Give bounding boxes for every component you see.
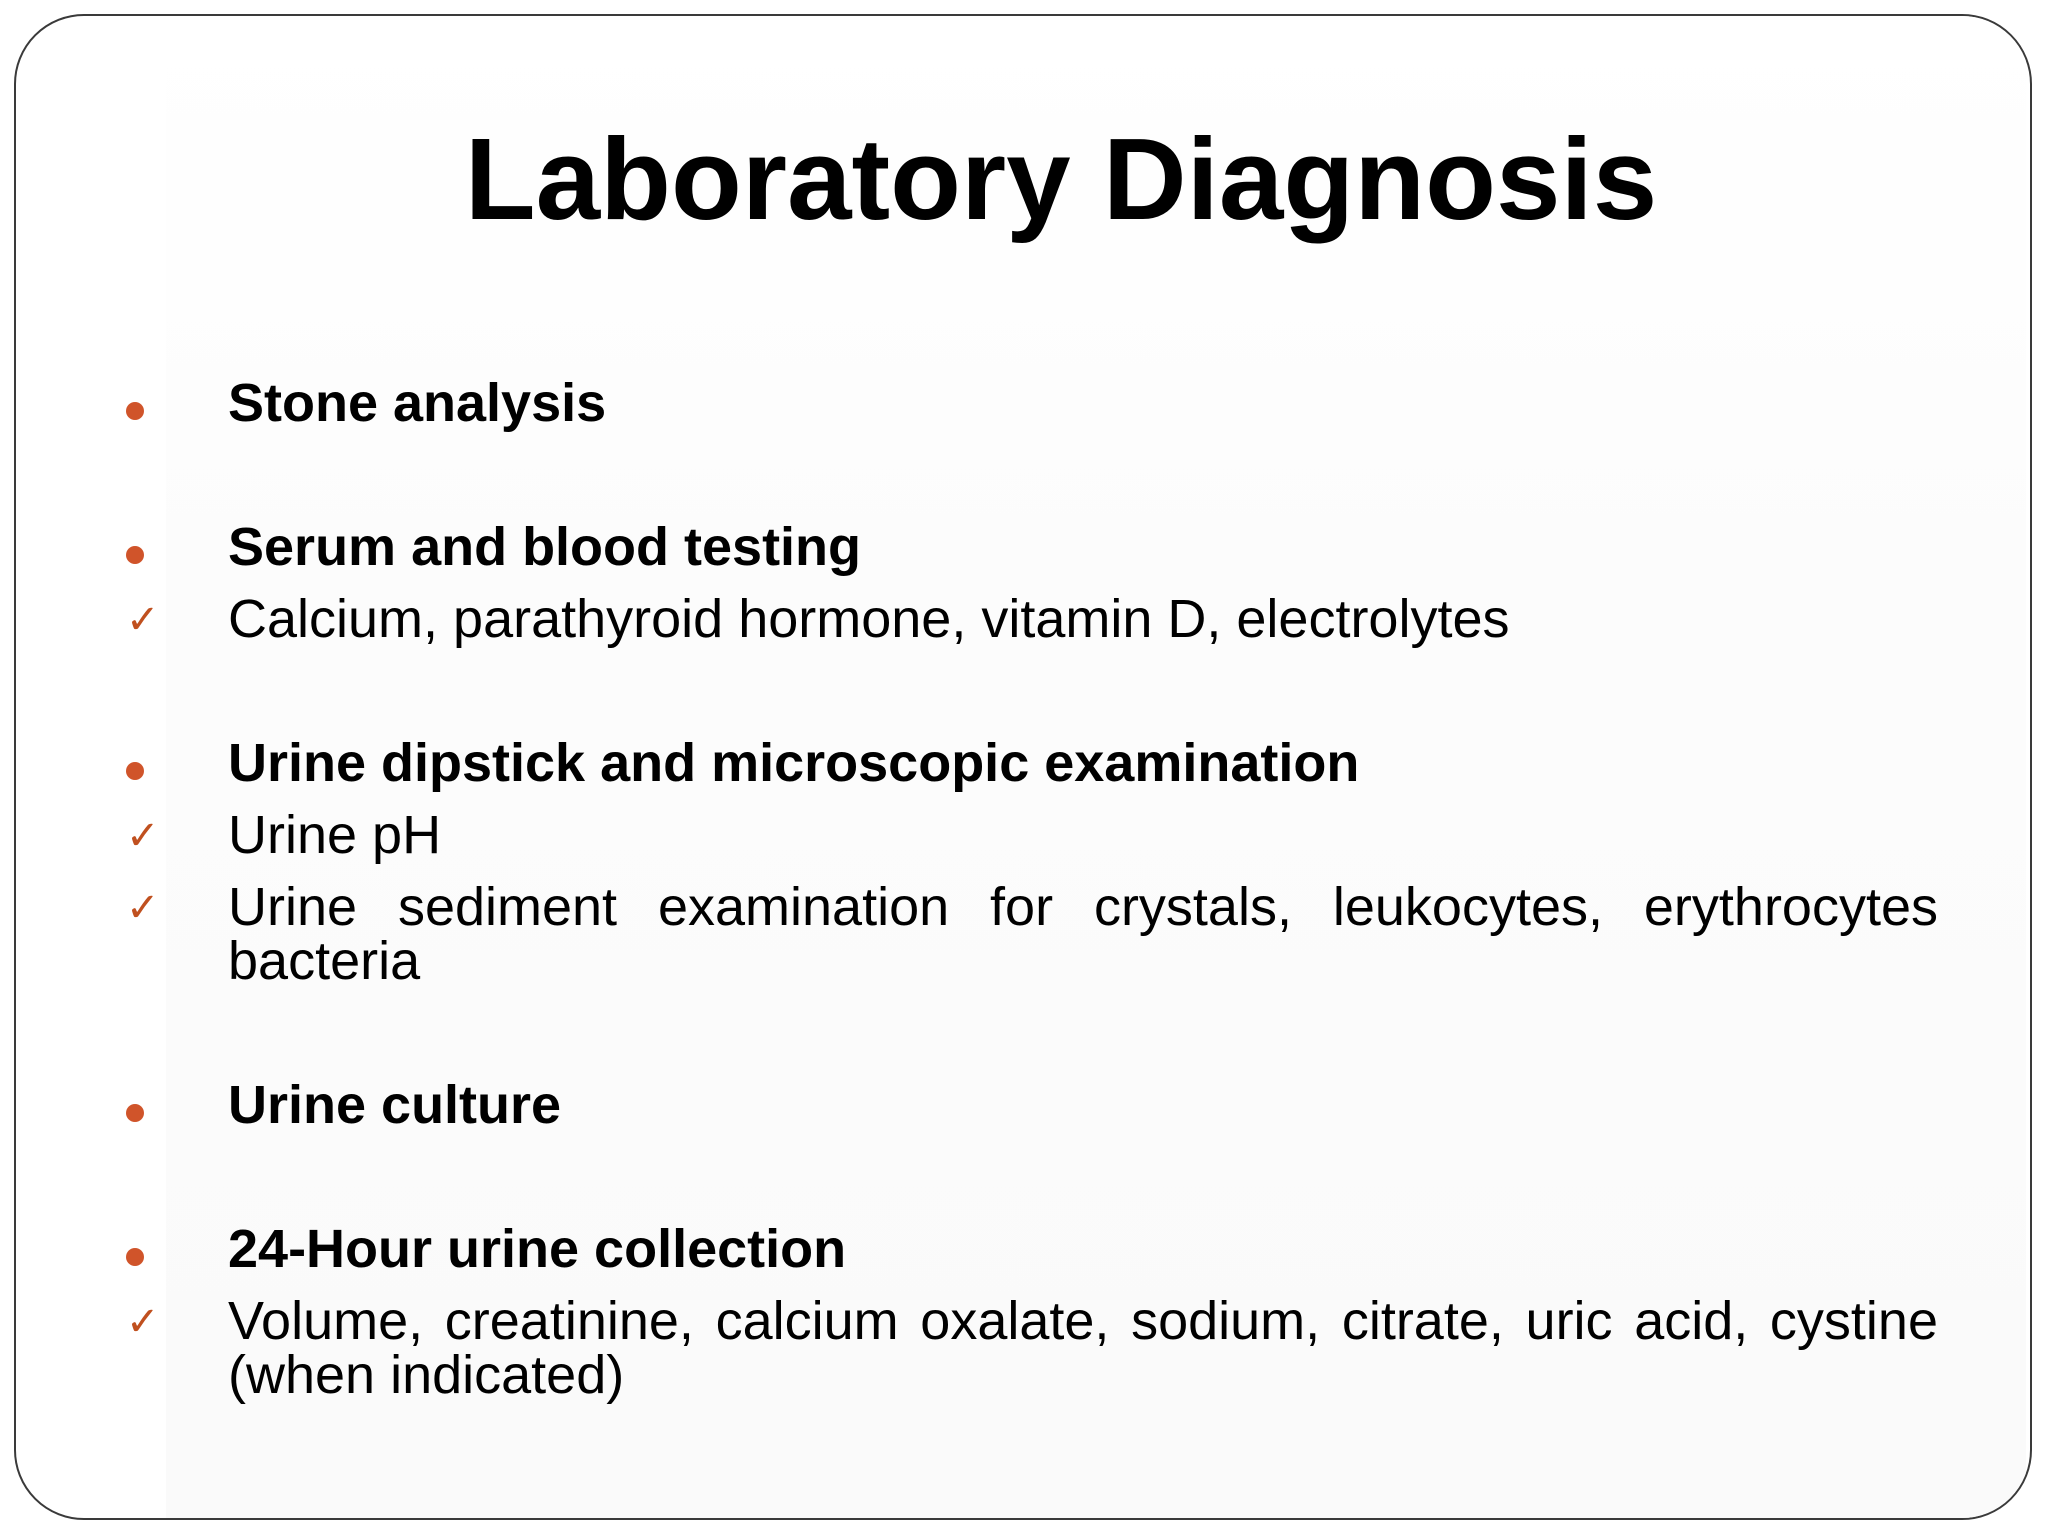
checkmark-icon: ✓: [126, 885, 160, 931]
list-detail: Volume, creatinine, calcium oxalate, sodium, citrate, uric acid, cystine (when indicated): [228, 1291, 1938, 1405]
list-detail: Calcium, parathyroid hormone, vitamin D, electrolytes: [228, 589, 1510, 649]
list-heading: Serum and blood testing: [228, 517, 862, 577]
bullet-icon: [126, 1104, 144, 1122]
list-heading: Urine dipstick and microscopic examination: [228, 733, 1360, 793]
bullet-icon: [126, 402, 144, 420]
list-heading: 24-Hour urine collection: [228, 1219, 847, 1279]
list-heading: Urine culture: [228, 1075, 562, 1135]
checkmark-icon: ✓: [126, 813, 160, 859]
list-detail: Urine sediment examination for crystals, leukocytes, erythrocytes bacteria: [228, 877, 1938, 991]
checkmark-icon: ✓: [126, 1299, 160, 1345]
bullet-icon: [126, 546, 144, 564]
list-heading: Stone analysis: [228, 373, 607, 433]
bullet-icon: [126, 1248, 144, 1266]
bullet-icon: [126, 762, 144, 780]
slide: [14, 14, 2032, 1520]
list-detail: Urine pH: [228, 805, 442, 865]
checkmark-icon: ✓: [126, 597, 160, 643]
slide-title: Laboratory Diagnosis: [464, 114, 1658, 244]
